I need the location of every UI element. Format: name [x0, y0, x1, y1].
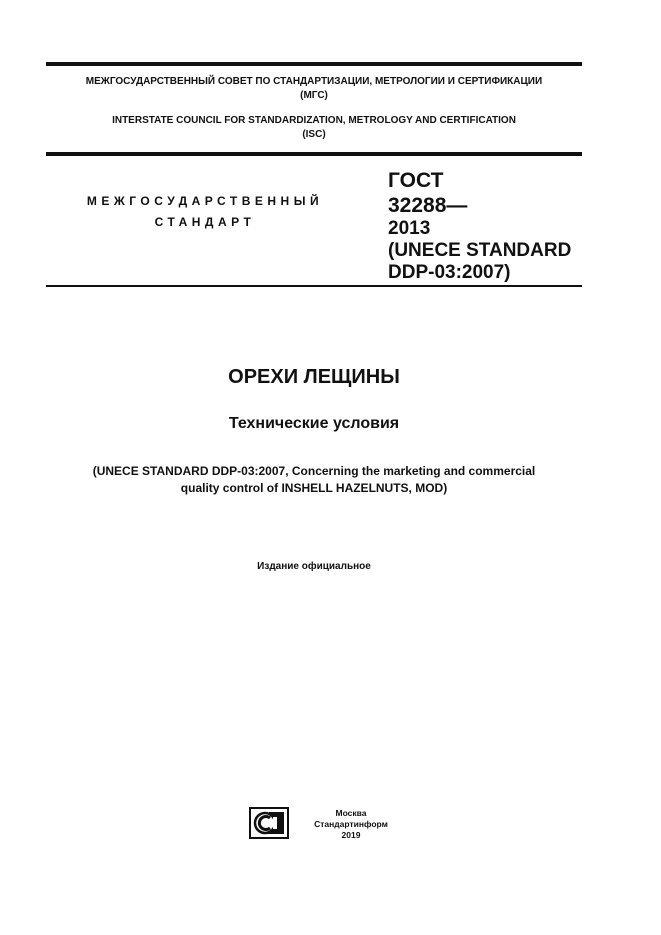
publisher-year: 2019 — [341, 830, 361, 840]
middle-rule — [46, 152, 582, 156]
council-en-line1: INTERSTATE COUNCIL FOR STANDARDIZATION, METROLOGY AND CERTIFICATION — [112, 115, 516, 126]
header-bottom-rule — [46, 285, 582, 287]
standard-code — [388, 168, 588, 284]
standard-code-line1: ГОСТ — [388, 169, 444, 192]
international-reference-line1: (UNECE STANDARD DDP-03:2007, Concerning the marketing and commercial — [92, 464, 536, 478]
council-ru-line2: (МГС) — [300, 90, 328, 101]
edition-label: Издание официальное — [257, 561, 371, 572]
standard-type-line2: СТАНДАРТ — [154, 215, 256, 229]
standard-code-line4: (UNECE STANDARD — [388, 240, 572, 261]
standard-code-line5: DDP-03:2007) — [388, 262, 511, 283]
standard-code-line2: 32288— — [388, 194, 468, 217]
council-ru — [46, 75, 582, 103]
council-en-line2: (ISC) — [302, 129, 326, 140]
publisher-city: Москва — [335, 808, 367, 818]
council-ru-line1: МЕЖГОСУДАРСТВЕННЫЙ СОВЕТ ПО СТАНДАРТИЗАЦИИ, МЕТРОЛОГИИ И СЕРТИФИКАЦИИ — [85, 76, 543, 87]
international-reference — [46, 463, 582, 497]
international-reference-line2: quality control of INSHELL HAZELNUTS, MOD) — [180, 481, 448, 495]
top-rule — [46, 62, 582, 66]
publisher-name: Стандартинформ — [314, 819, 388, 829]
publisher-info — [296, 808, 406, 841]
standard-code-line3: 2013 — [388, 218, 431, 239]
document-subtitle: Технические условия — [228, 415, 400, 432]
document-title: ОРЕХИ ЛЕЩИНЫ — [228, 366, 400, 388]
standartinform-logo-icon — [249, 807, 289, 839]
standard-type-line1: МЕЖГОСУДАРСТВЕННЫЙ — [86, 194, 324, 208]
council-en — [46, 114, 582, 142]
standard-type — [60, 191, 350, 233]
